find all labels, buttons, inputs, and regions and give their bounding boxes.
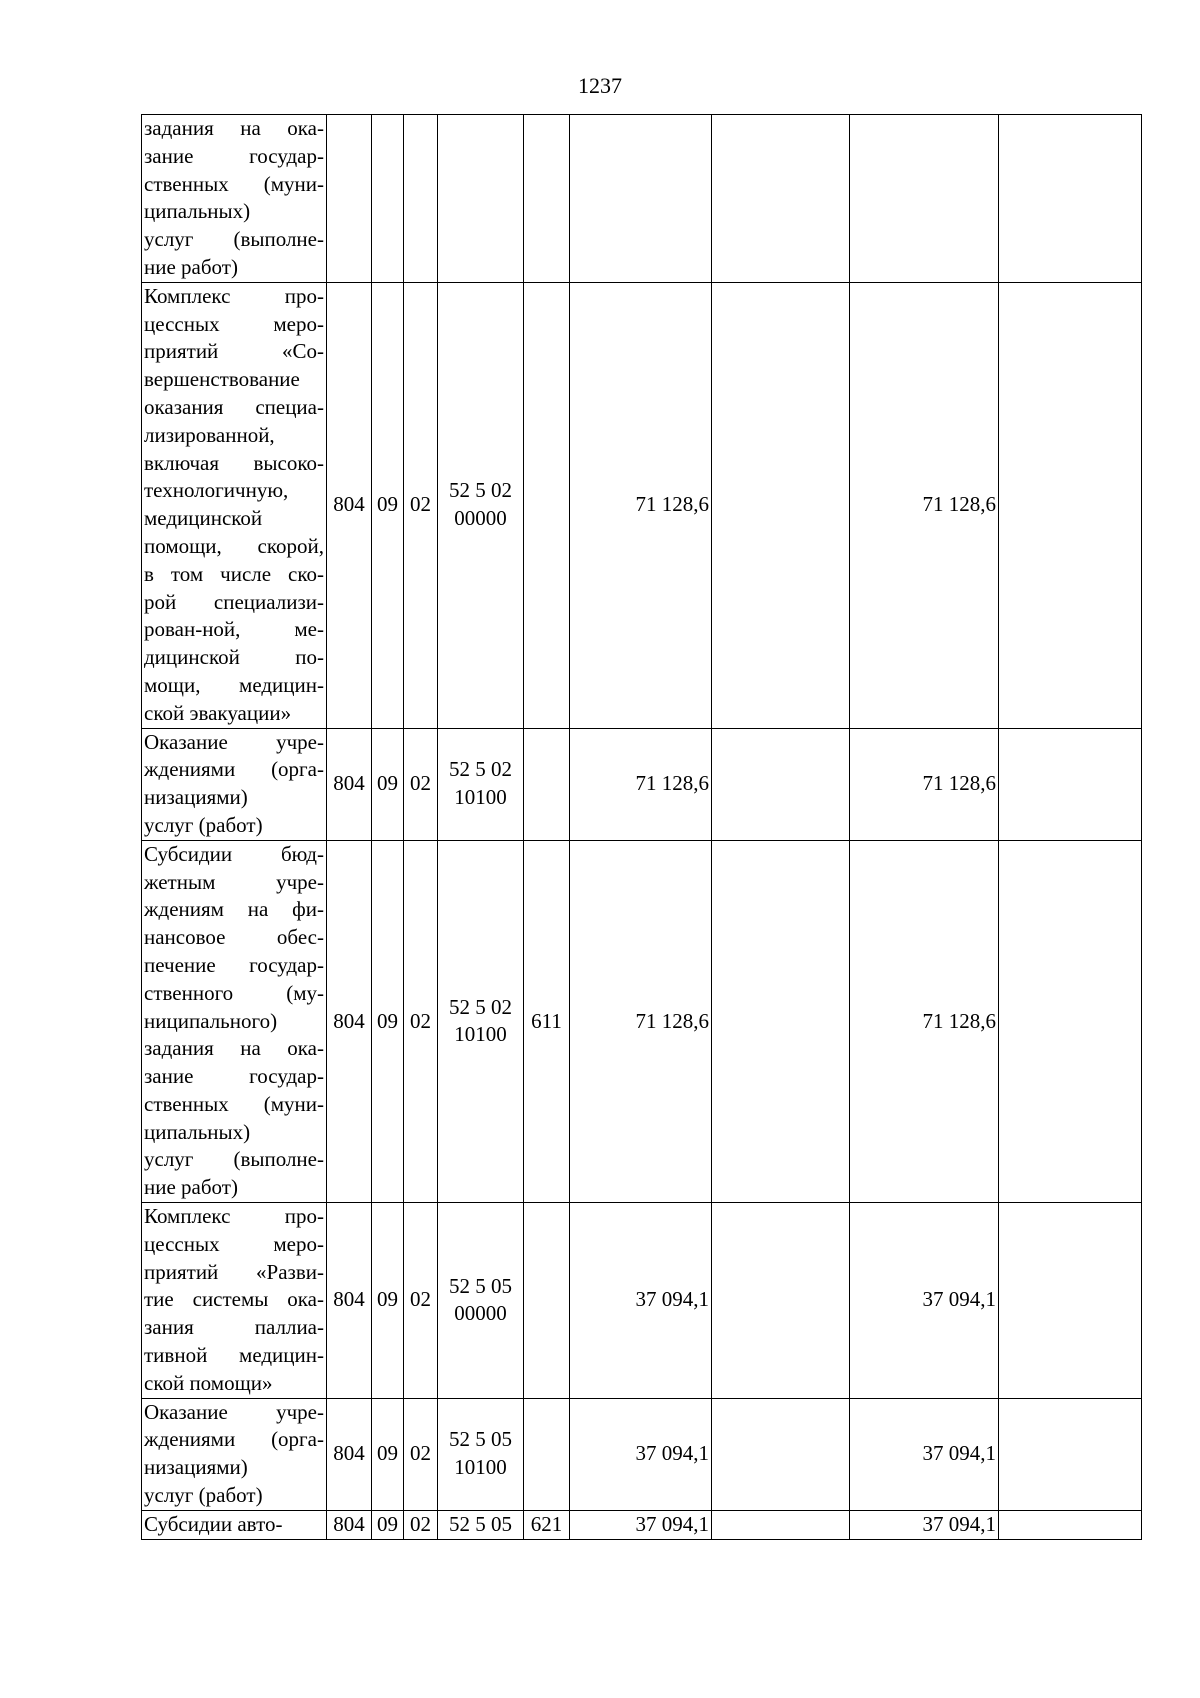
item-name-line: Оказание учре- [144, 729, 324, 754]
cell-section-code [372, 115, 404, 283]
cell-amount-total: 37 094,1 [570, 1510, 712, 1539]
item-name-line: услуг (выполне- [144, 1147, 324, 1172]
cell-ved-code: 804 [327, 840, 372, 1202]
cell-amount-federal [712, 1510, 850, 1539]
cell-amount-regional: 71 128,6 [850, 840, 999, 1202]
cell-section-code: 09 [372, 1398, 404, 1510]
cell-amount-federal [712, 840, 850, 1202]
table-body [142, 115, 1142, 1540]
cell-section-code: 09 [372, 1203, 404, 1399]
item-name-line: услуг (выполне- [144, 227, 324, 252]
item-name-line: зание государ- [144, 143, 324, 168]
cell-expense-type-code: 621 [524, 1510, 570, 1539]
cell-item-name [142, 115, 327, 283]
cell-expense-type-code [524, 728, 570, 840]
cell-item-name [142, 728, 327, 840]
cell-expense-type-code [524, 282, 570, 728]
item-name-line: цессных меро- [144, 311, 324, 336]
cell-ved-code [327, 115, 372, 283]
cell-section-code: 09 [372, 1510, 404, 1539]
item-name-line: лизированной, [144, 422, 275, 447]
table-row [142, 115, 1142, 283]
cell-subsection-code [404, 115, 438, 283]
cell-amount-total: 37 094,1 [570, 1398, 712, 1510]
cell-amount-federal [712, 728, 850, 840]
table-row [142, 1510, 1142, 1539]
cell-amount-total: 37 094,1 [570, 1203, 712, 1399]
item-name-line: зание государ- [144, 1064, 324, 1089]
item-name-line: ждениям на фи- [144, 897, 324, 922]
cell-target-article-code: 52 5 02 00000 [438, 282, 524, 728]
cell-item-name [142, 840, 327, 1202]
item-name-line: услуг (работ) [144, 812, 263, 837]
item-name-line: задания на ока- [144, 116, 324, 140]
item-name-line: ждениями (орга- [144, 1427, 324, 1452]
cell-amount-federal [712, 282, 850, 728]
page-number: 1237 [578, 73, 622, 98]
cell-target-article-code [438, 115, 524, 283]
cell-target-article-code: 52 5 02 10100 [438, 728, 524, 840]
cell-amount-regional: 37 094,1 [850, 1203, 999, 1399]
item-name-line: Комплекс про- [144, 1204, 324, 1229]
cell-amount-total: 71 128,6 [570, 840, 712, 1202]
item-name-line: рой специализи- [144, 589, 324, 614]
item-name-line: тивной медицин- [144, 1343, 324, 1368]
cell-section-code: 09 [372, 840, 404, 1202]
cell-amount-total: 71 128,6 [570, 282, 712, 728]
item-name-line: Комплекс про- [144, 283, 324, 308]
cell-amount-other [999, 728, 1142, 840]
cell-expense-type-code [524, 1398, 570, 1510]
table-row [142, 728, 1142, 840]
cell-amount-federal [712, 1398, 850, 1510]
cell-subsection-code: 02 [404, 282, 438, 728]
item-name-line: задания на ока- [144, 1036, 324, 1061]
cell-item-name [142, 1203, 327, 1399]
cell-amount-other [999, 115, 1142, 283]
cell-subsection-code: 02 [404, 1398, 438, 1510]
item-name-line: включая высоко- [144, 450, 324, 475]
cell-ved-code: 804 [327, 1203, 372, 1399]
cell-expense-type-code: 611 [524, 840, 570, 1202]
cell-amount-regional [850, 115, 999, 283]
cell-ved-code: 804 [327, 282, 372, 728]
cell-amount-other [999, 1510, 1142, 1539]
item-name-line: медицинской [144, 506, 263, 531]
cell-amount-other [999, 1398, 1142, 1510]
item-name-line: ственных (муни- [144, 1091, 324, 1116]
budget-table [141, 114, 1142, 1540]
item-name-line: печение государ- [144, 952, 324, 977]
item-name-line: в том числе ско- [144, 561, 324, 586]
item-name-line: ственного (му- [144, 980, 324, 1005]
cell-item-name [142, 1510, 327, 1539]
item-name-line: дицинской по- [144, 645, 324, 670]
item-name-line: вершенствование [144, 367, 300, 392]
table-row [142, 840, 1142, 1202]
cell-item-name [142, 282, 327, 728]
item-name-line: ской эвакуации» [144, 700, 292, 725]
item-name-line: ниципального) [144, 1008, 278, 1033]
item-name-line: цессных меро- [144, 1231, 324, 1256]
item-name-line: Субсидии бюд- [144, 841, 324, 866]
item-name-line: мощи, медицин- [144, 672, 324, 697]
item-name-line: зания паллиа- [144, 1315, 324, 1340]
cell-amount-total [570, 115, 712, 283]
cell-ved-code: 804 [327, 1510, 372, 1539]
item-name-line: тие системы ока- [144, 1287, 324, 1312]
item-name-line: рован-ной, ме- [144, 617, 324, 642]
item-name-line: ние работ) [144, 1175, 238, 1200]
table-row [142, 1398, 1142, 1510]
item-name-line: ципальных) [144, 1119, 251, 1144]
item-name-line: низациями) [144, 1455, 248, 1480]
item-name-line: ципальных) [144, 199, 251, 224]
cell-amount-federal [712, 115, 850, 283]
cell-target-article-code: 52 5 05 [438, 1510, 524, 1539]
item-name-line: помощи, скорой, [144, 533, 324, 558]
item-name-line: технологичную, [144, 478, 289, 503]
cell-ved-code: 804 [327, 1398, 372, 1510]
cell-target-article-code: 52 5 05 10100 [438, 1398, 524, 1510]
item-name-line: ждениями (орга- [144, 757, 324, 782]
item-name-line: Оказание учре- [144, 1399, 324, 1424]
cell-section-code: 09 [372, 282, 404, 728]
cell-subsection-code: 02 [404, 1510, 438, 1539]
item-name-line: приятий «Разви- [144, 1259, 324, 1284]
cell-target-article-code: 52 5 02 10100 [438, 840, 524, 1202]
cell-section-code: 09 [372, 728, 404, 840]
cell-expense-type-code [524, 115, 570, 283]
item-name-line: ние работ) [144, 254, 238, 279]
cell-amount-regional: 71 128,6 [850, 282, 999, 728]
cell-ved-code: 804 [327, 728, 372, 840]
cell-amount-federal [712, 1203, 850, 1399]
cell-target-article-code: 52 5 05 00000 [438, 1203, 524, 1399]
item-name-line: низациями) [144, 785, 248, 810]
cell-amount-other [999, 282, 1142, 728]
item-name-line: ской помощи» [144, 1370, 273, 1395]
item-name-line: ственных (муни- [144, 171, 324, 196]
cell-amount-total: 71 128,6 [570, 728, 712, 840]
cell-subsection-code: 02 [404, 728, 438, 840]
cell-subsection-code: 02 [404, 1203, 438, 1399]
cell-expense-type-code [524, 1203, 570, 1399]
item-name-line: жетным учре- [144, 869, 324, 894]
cell-amount-regional: 71 128,6 [850, 728, 999, 840]
cell-amount-regional: 37 094,1 [850, 1510, 999, 1539]
table-row [142, 282, 1142, 728]
cell-amount-other [999, 1203, 1142, 1399]
cell-amount-other [999, 840, 1142, 1202]
item-name-line: нансовое обес- [144, 925, 324, 950]
item-name-line: услуг (работ) [144, 1483, 263, 1508]
cell-item-name [142, 1398, 327, 1510]
table-row [142, 1203, 1142, 1399]
cell-amount-regional: 37 094,1 [850, 1398, 999, 1510]
item-name-line: приятий «Со- [144, 339, 324, 364]
item-name-line: оказания специа- [144, 394, 324, 419]
item-name-line: Субсидии авто- [144, 1511, 283, 1536]
cell-subsection-code: 02 [404, 840, 438, 1202]
